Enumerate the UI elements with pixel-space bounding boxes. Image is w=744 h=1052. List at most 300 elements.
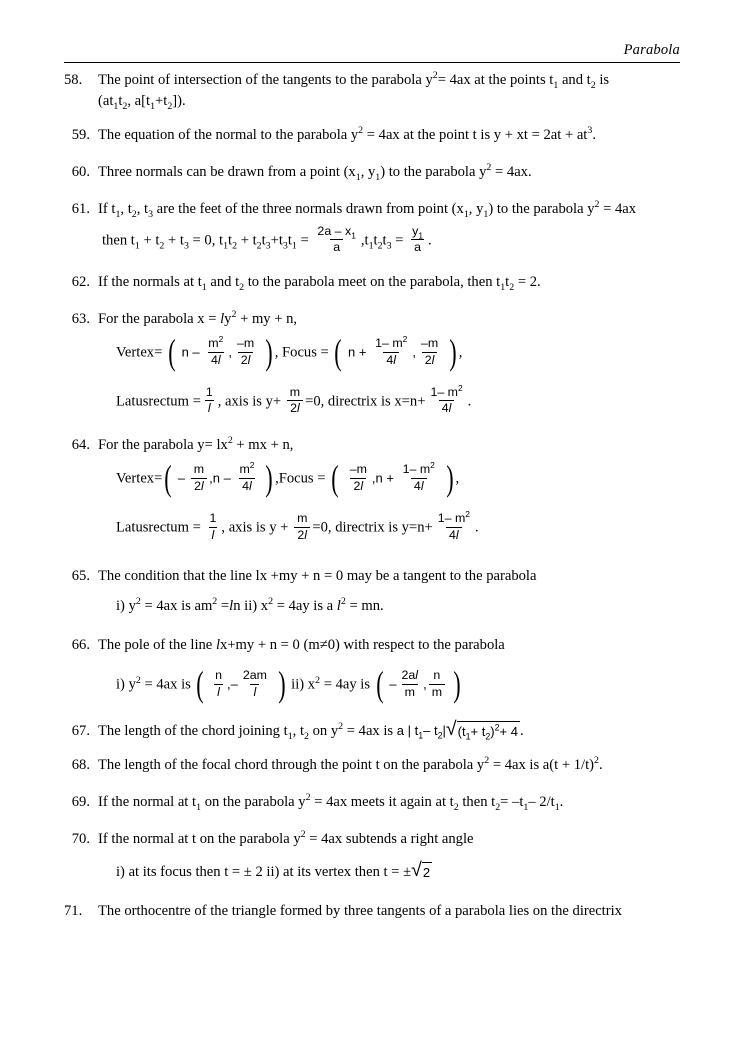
exponent: 2 xyxy=(218,333,224,344)
subpoint-text2: = 4ay is xyxy=(323,676,371,693)
item-line2b: t xyxy=(118,92,123,109)
item-subpoints xyxy=(116,596,680,617)
expr-text: – t xyxy=(423,722,438,738)
formula-text: t xyxy=(373,232,378,249)
exponent: 2 xyxy=(465,508,470,519)
numerator-text: m xyxy=(239,462,250,477)
italic-l: l xyxy=(304,527,308,542)
exponent: 2 xyxy=(268,596,274,608)
subpoint-i: i) y xyxy=(116,676,136,693)
fraction-denominator xyxy=(294,527,310,543)
subscript: 1 xyxy=(465,731,471,742)
item-number: 68. xyxy=(71,757,90,774)
vertex-focus-line: Vertex= ( n – $\frac{m^2}{4l}$ , $\frac{-m}{2l}$ ) , Focus = ( n + $\frac{1- m^2}{4l}$ , $\frac{-m}{2l}$ ) , xyxy=(116,332,463,373)
subscript: 1 xyxy=(554,802,560,814)
numerator-text: 2a xyxy=(401,667,416,682)
period: . xyxy=(598,757,603,774)
exponent: 2 xyxy=(315,674,321,686)
subpoint-ii: n ii) x xyxy=(233,598,269,615)
exponent: 2 xyxy=(340,596,346,608)
fraction-numerator: 2am xyxy=(242,667,267,682)
item-text-cont5: – 2/t xyxy=(528,794,555,811)
fraction-m-over-2l xyxy=(191,463,207,494)
subscript: 2 xyxy=(485,731,491,742)
fraction-numerator: 1 xyxy=(209,510,217,525)
item-number: 60. xyxy=(71,164,90,181)
numerator-text: m xyxy=(208,335,219,350)
fraction-denominator: l xyxy=(250,684,259,700)
radicand: 2 xyxy=(422,862,432,882)
numerator-text: 1– m xyxy=(375,335,403,350)
list-item xyxy=(64,272,680,293)
denominator-text: 2 xyxy=(240,352,248,367)
item-text-cont: y xyxy=(224,311,232,328)
exponent: 2 xyxy=(249,459,255,470)
subscript: 2 xyxy=(377,240,383,252)
radicand-text: + t xyxy=(470,724,486,740)
item-text: The point of intersection of the tangents to the parabola y xyxy=(98,72,433,88)
axis-label: , axis is y+ xyxy=(217,393,282,410)
square-root-expression xyxy=(445,718,520,742)
italic-l: l xyxy=(249,478,252,493)
subscript: 3 xyxy=(386,240,392,252)
exponent: 2 xyxy=(432,70,438,82)
item-number: 71. xyxy=(64,902,83,919)
radicand-text: ) xyxy=(490,724,495,740)
subscript: 1 xyxy=(291,240,297,252)
chord-length-expression xyxy=(396,722,446,741)
comma: , xyxy=(455,470,460,487)
item-text: Three normals can be drawn from a point (x xyxy=(98,164,356,181)
formula-text: t xyxy=(261,232,266,249)
subpoint-ii: ii) x xyxy=(291,676,316,693)
exponent: 2 xyxy=(494,722,500,733)
numerator-text: 1– m xyxy=(430,384,458,399)
italic-l: l xyxy=(336,598,341,615)
subscript: 2 xyxy=(437,730,443,741)
comma: , xyxy=(423,676,427,692)
fraction-denominator: a xyxy=(411,239,424,255)
item-text-end: = 4ax. xyxy=(495,164,532,181)
fraction-denominator xyxy=(411,478,427,494)
formula-text: t xyxy=(287,232,292,249)
radicand xyxy=(457,721,520,741)
item-text-cont: are the feet of the three normals drawn from point (x xyxy=(156,200,464,217)
item-text: The condition that the line lx +my + n = 0 may be a tangent to the parabola xyxy=(98,567,537,584)
square-root-expression xyxy=(411,859,432,882)
formula-text: n – xyxy=(181,344,200,360)
item-text: If t xyxy=(98,200,116,217)
item-text: If the normal at t on the parabola y xyxy=(98,830,301,847)
subpoint-i: i) y xyxy=(116,598,136,615)
italic-l: l xyxy=(247,352,251,367)
formula-text: +t xyxy=(270,232,283,249)
formula-text: n + xyxy=(348,344,367,360)
list-item xyxy=(64,566,680,617)
item-text: If the normal at t xyxy=(98,794,197,811)
radical-sign-icon: √ xyxy=(445,718,457,741)
denominator-text: 4 xyxy=(210,352,218,367)
vertex-focus-line: Vertex=( – $\frac{m}{2l}$ ,n – $\frac{m^2}{4l}$ ) ,Focus = ( $\frac{-m}{2l}$ ,n + $\frac{1- m^2}{4l}$ ) , xyxy=(116,458,460,499)
subscript: 3 xyxy=(183,240,189,252)
fraction-denominator xyxy=(439,400,455,416)
fraction-2a-minus-x1-over-a xyxy=(314,225,358,256)
fraction-minus-m-over-2l xyxy=(418,337,441,368)
subscript: 1 xyxy=(201,282,207,294)
formula-text: + t xyxy=(143,232,160,249)
fraction-denominator xyxy=(239,478,255,494)
item-text-cont2: and t xyxy=(561,72,591,88)
item-text: If the normals at t xyxy=(98,274,202,291)
denominator-text: 4 xyxy=(242,478,250,493)
subscript: 1 xyxy=(355,172,361,184)
radicand-text: (t xyxy=(457,724,466,740)
directrix-label: =0, directrix is y=n+ xyxy=(312,519,433,536)
italic-l: l xyxy=(215,637,220,654)
italic-l: l xyxy=(297,401,300,416)
period: . xyxy=(467,393,472,410)
italic-l: l xyxy=(448,401,452,416)
period: . xyxy=(559,794,564,811)
formula-text: ,t xyxy=(360,232,369,249)
subscript: 1 xyxy=(523,802,529,814)
subpoint-text: = 4ax is am xyxy=(144,598,213,615)
item-text-end: x+my + n = 0 (m≠0) with respect to the parabola xyxy=(220,637,505,654)
subscript: 3 xyxy=(265,240,271,252)
exponent: 2 xyxy=(402,333,408,344)
fraction-numerator xyxy=(427,382,465,401)
equals-sign: = xyxy=(395,232,404,249)
latusrectum-label: Latusrectum = xyxy=(116,519,201,536)
numerator-text: y xyxy=(412,223,419,238)
item-number: 59. xyxy=(71,127,90,144)
fraction-numerator: –m xyxy=(420,335,439,350)
fraction-denominator: l xyxy=(209,527,218,543)
expr-text: a | t xyxy=(396,722,419,738)
denominator-text: 4 xyxy=(386,352,394,367)
subpoint-text: i) at its focus then t = ± 2 ii) at its vertex then t = ± xyxy=(116,863,412,880)
comma: , xyxy=(228,344,232,360)
list-item xyxy=(64,162,680,183)
expr-text: | xyxy=(442,722,446,738)
fraction-denominator xyxy=(422,352,438,368)
item-text-cont: , y xyxy=(360,164,376,181)
italic-l: l xyxy=(415,667,419,682)
fraction-numerator: m xyxy=(297,510,308,525)
subscript: 1 xyxy=(115,208,121,220)
item-text: The equation of the normal to the parabola y xyxy=(98,127,359,144)
focus-label: , Focus = xyxy=(274,344,329,361)
item-text-cont3: then t xyxy=(462,794,496,811)
denominator-text: 2 xyxy=(353,478,361,493)
formula-text: + t xyxy=(240,232,257,249)
italic-l: l xyxy=(431,352,435,367)
fraction-m2-over-4l xyxy=(205,333,226,368)
subscript: 2 xyxy=(509,282,515,294)
fraction-1-over-l xyxy=(206,512,219,543)
fraction-numerator: m xyxy=(289,384,301,399)
period: . xyxy=(474,519,479,536)
exponent: 2 xyxy=(430,459,435,470)
fraction-m-over-2l xyxy=(287,386,303,417)
latusrectum-line xyxy=(116,382,680,418)
italic-l: l xyxy=(220,311,225,328)
item-text: The length of the focal chord through the point t on the parabola y xyxy=(98,757,485,774)
fraction-numerator xyxy=(236,459,257,478)
denominator-text: 4 xyxy=(449,527,456,542)
item-text-cont: and t xyxy=(210,274,240,291)
subscript: 1 xyxy=(287,730,293,742)
italic-l: l xyxy=(229,598,234,615)
fraction-denominator xyxy=(287,400,303,416)
radical-sign-icon: √ xyxy=(411,859,422,882)
fraction-numerator: –m xyxy=(349,462,367,477)
item-text-cont: = 4ax at the points t xyxy=(437,72,554,88)
subscript: 1 xyxy=(368,240,374,252)
subscript: 1 xyxy=(375,172,381,184)
list-item xyxy=(64,125,680,146)
subpoint-text: = 4ax is xyxy=(144,676,191,693)
subscript: 1 xyxy=(223,240,229,252)
fraction-denominator: a xyxy=(330,239,343,255)
exponent: 2 xyxy=(135,674,141,686)
item-number: 63. xyxy=(71,311,90,328)
list-item xyxy=(64,70,680,111)
formula-text: – xyxy=(177,470,186,486)
list-item xyxy=(64,435,680,543)
item-text-cont: on the parabola y xyxy=(204,794,306,811)
exponent: 2 xyxy=(358,125,364,137)
item-text: For the parabola x = xyxy=(98,311,221,328)
item-number: 58. xyxy=(64,72,83,88)
focus-label: ,Focus = xyxy=(275,470,326,487)
subscript: 1 xyxy=(150,100,156,112)
header-divider-rule xyxy=(64,62,680,63)
fraction-denominator xyxy=(350,478,366,494)
fraction-1-minus-m2-over-4l xyxy=(400,459,438,494)
exponent: 2 xyxy=(231,309,237,321)
item-text-cont2: to the parabola meet on the parabola, then t xyxy=(247,274,501,291)
subscript: 2 xyxy=(495,802,501,814)
item-line2: (at xyxy=(98,92,114,109)
subscript: 1 xyxy=(351,230,356,241)
subscript: 2 xyxy=(453,802,459,814)
fraction-1-minus-m2-over-4l xyxy=(372,333,410,368)
italic-l: l xyxy=(201,478,204,493)
fraction-2al-over-m xyxy=(399,669,422,700)
fraction-numerator: –m xyxy=(236,335,255,350)
fraction-minus-m-over-2l xyxy=(234,337,257,368)
subpoint-text2: = 4ay is a xyxy=(276,598,337,615)
exponent: 2 xyxy=(594,755,599,767)
formula-text: t xyxy=(228,232,233,249)
exponent: 2 xyxy=(212,596,218,608)
formula-text: = 0, t xyxy=(192,232,224,249)
fraction-minus-m-over-2l xyxy=(347,463,370,494)
item-text-end: = 4ax subtends a right angle xyxy=(309,830,474,847)
formula-text: ,n – xyxy=(209,470,231,486)
item-text-cont2: , y xyxy=(468,200,484,217)
item-text: For the parabola y= lx xyxy=(98,437,228,454)
subscript: 1 xyxy=(483,208,489,220)
formula-text: ,n + xyxy=(371,470,394,486)
exponent: 2 xyxy=(135,596,141,608)
item-number: 67. xyxy=(71,722,90,739)
comma: , xyxy=(412,344,416,360)
list-item xyxy=(64,829,680,883)
latusrectum-label: Latusrectum = xyxy=(116,393,201,410)
exponent: 2 xyxy=(305,792,311,804)
numerator-text: 1– m xyxy=(402,462,431,477)
item-text-end: + my + n, xyxy=(240,311,298,328)
item-text-cont4: = –t xyxy=(500,794,524,811)
fraction-1-minus-m2-over-4l xyxy=(427,382,465,417)
subscript: 1 xyxy=(500,282,506,294)
item-line2c: , a[t xyxy=(127,92,151,109)
page-header-chapter: Parabola xyxy=(623,42,680,58)
axis-label: , axis is y + xyxy=(221,519,289,536)
exponent: 2 xyxy=(338,720,344,732)
fraction-denominator: l xyxy=(214,684,223,700)
formula-text: t xyxy=(382,232,387,249)
latusrectum-line xyxy=(116,508,680,544)
subscript: 2 xyxy=(239,282,245,294)
page-content xyxy=(64,70,680,935)
exponent: 2 xyxy=(594,199,600,211)
subscript: 1 xyxy=(113,100,119,112)
item-text: The length of the chord joining t xyxy=(98,722,288,739)
item-number: 61. xyxy=(71,200,90,217)
item-line2e: ]). xyxy=(172,92,186,109)
list-item xyxy=(64,309,680,417)
radicand-text: + 4 xyxy=(499,724,518,740)
item-text: The pole of the line xyxy=(98,637,216,654)
formula-text: + t xyxy=(168,232,184,249)
exponent: 2 xyxy=(486,162,492,174)
equals-sign: = xyxy=(220,598,230,615)
fraction-numerator: m xyxy=(193,462,205,477)
list-item xyxy=(64,792,680,813)
item-text: The orthocentre of the triangle formed by three tangents of a parabola lies on the directrix xyxy=(98,902,622,919)
fraction-denominator: m xyxy=(402,684,418,700)
item-formula-line xyxy=(102,223,680,257)
equals-sign: = xyxy=(300,232,309,249)
list-item xyxy=(64,718,680,742)
fraction-numerator: n xyxy=(433,667,441,682)
denominator-text: 2 xyxy=(194,478,202,493)
fraction-numerator xyxy=(205,333,226,352)
subscript: 1 xyxy=(418,730,424,741)
subscript: 3 xyxy=(282,240,288,252)
fraction-1-over-l xyxy=(203,386,216,417)
denominator-text: 2 xyxy=(424,352,432,367)
item-number: 69. xyxy=(71,794,90,811)
italic-l: l xyxy=(360,478,364,493)
exponent: 2 xyxy=(484,755,490,767)
subscript: 1 xyxy=(418,230,423,241)
fraction-y1-over-a xyxy=(409,225,426,256)
denominator-text: 2 xyxy=(297,527,305,542)
item-text-cont: = 4ax at the point t is y + xt = 2at + at xyxy=(366,127,588,144)
fraction-denominator xyxy=(238,352,254,368)
denominator-text: 4 xyxy=(441,401,449,416)
item-text-end: = 2. xyxy=(517,274,541,291)
exponent: 2 xyxy=(227,435,233,447)
fraction-denominator xyxy=(208,352,224,368)
denominator-text: 2 xyxy=(290,401,297,416)
subscript: 1 xyxy=(196,802,202,814)
fraction-numerator xyxy=(400,459,438,478)
fraction-n-over-m xyxy=(429,669,445,700)
minus-sign: – xyxy=(389,676,397,692)
fraction-numerator xyxy=(435,508,473,527)
fraction-denominator: m xyxy=(429,684,445,700)
list-item xyxy=(64,901,680,922)
item-line2d: +t xyxy=(155,92,168,109)
item-text-cont3: = 4ax is xyxy=(346,722,394,739)
fraction-numerator xyxy=(372,333,410,352)
fraction-m-over-2l xyxy=(294,512,310,543)
list-item xyxy=(64,755,680,776)
subscript: 1 xyxy=(134,240,140,252)
subscript: 2 xyxy=(122,100,128,112)
vertex-label: Vertex= xyxy=(116,344,163,361)
period: . xyxy=(428,232,432,249)
fraction-denominator xyxy=(383,352,399,368)
italic-l: l xyxy=(217,352,221,367)
item-subpoints xyxy=(116,859,680,883)
item-text-cont: , t xyxy=(292,722,304,739)
period: . xyxy=(519,722,524,739)
item-text-cont2: = 4ax meets it again at t xyxy=(314,794,454,811)
subpoint-end: = mn. xyxy=(349,598,384,615)
italic-l: l xyxy=(393,352,397,367)
directrix-label: =0, directrix is x=n+ xyxy=(305,393,426,410)
exponent: 2 xyxy=(300,829,306,841)
italic-l: l xyxy=(455,527,459,542)
subscript: 2 xyxy=(232,240,238,252)
fraction-numerator xyxy=(409,225,426,240)
item-number: 66. xyxy=(71,637,90,654)
fraction-denominator xyxy=(191,478,207,494)
fraction-numerator xyxy=(399,669,422,684)
fraction-denominator: l xyxy=(205,400,214,416)
subscript: 1 xyxy=(463,208,469,220)
item-subpoints: i) $y^2 = 4ax$ is ( $\frac{n}{l}$ ,– $\frac{2am}{l}$ ) ii) $x^2 = 4ay$ is ( – $\frac{2al}{m}$ , $\frac{n}{m}$ ) xyxy=(116,664,461,705)
subscript: 1 xyxy=(553,79,559,91)
subscript: 2 xyxy=(304,730,309,742)
exponent: 2 xyxy=(457,382,463,393)
fraction-1-minus-m2-over-4l xyxy=(435,508,473,543)
vertex-label: Vertex= xyxy=(116,470,163,487)
numerator-text: 2a – x xyxy=(317,223,352,238)
item-text-cont2: ) to the parabola y xyxy=(380,164,487,181)
item-number: 65. xyxy=(71,567,90,584)
item-number: 64. xyxy=(71,437,90,454)
item-text-cont2: on y xyxy=(312,722,339,739)
list-item xyxy=(64,635,680,705)
item-text-end: = 4ax xyxy=(603,200,637,217)
comma: ,– xyxy=(226,676,238,692)
fraction-denominator xyxy=(446,527,462,543)
t3: , t xyxy=(136,200,149,217)
item-text-cont3: ) to the parabola y xyxy=(488,200,595,217)
subscript: 2 xyxy=(167,100,173,112)
fraction-numerator: n xyxy=(215,667,222,682)
fraction-m2-over-4l xyxy=(236,459,257,494)
item-text-end: . xyxy=(592,127,596,144)
fraction-n-over-l xyxy=(212,669,225,700)
